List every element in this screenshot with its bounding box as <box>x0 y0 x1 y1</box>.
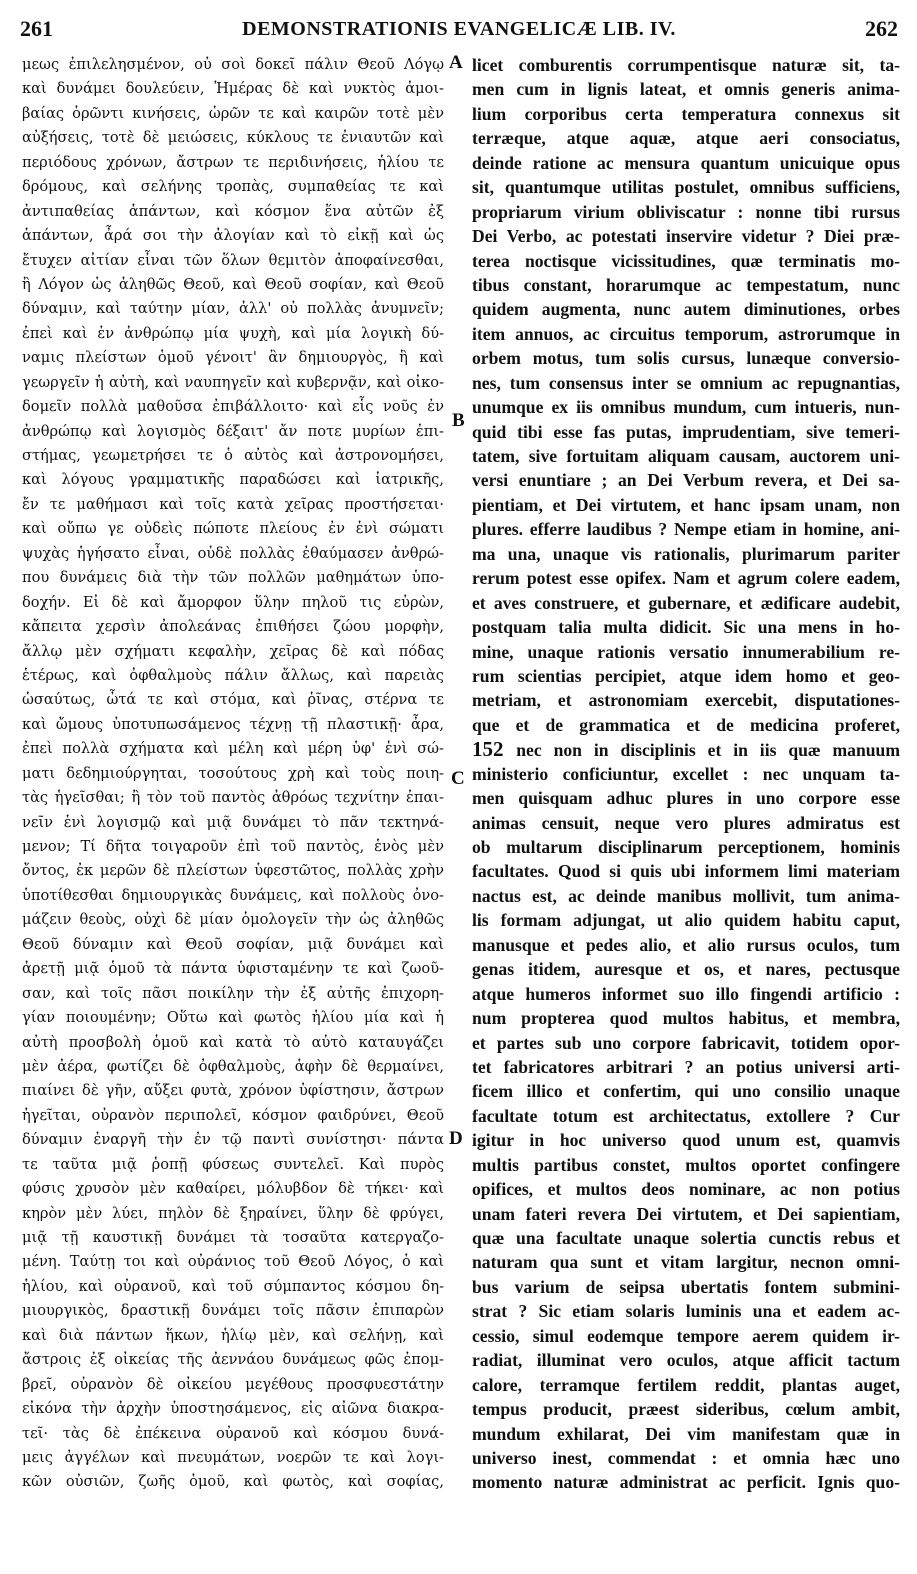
greek-line: ἔν τε μαθήμασι καὶ τοῖς κατὰ χεῖρας προστήσεται· <box>22 495 444 513</box>
latin-line: tet fabricatores arbitrari ? an potius universi arti- <box>472 1056 900 1077</box>
greek-line: μιουργικὸς, δραστικῇ δυνάμει τοῖς πᾶσιν ἐπιπαρὼν <box>22 1302 444 1320</box>
latin-line: ob multarum disciplinarum perceptionem, hominis <box>472 837 900 857</box>
greek-line: ἀνθρώπῳ καὶ λογισμὸς δέξαιτ' ἄν ποτε μυρίων ἐπι- <box>22 422 444 440</box>
latin-line: quid tibi esse fas putas, imprudentiam, sive temeri- <box>472 421 900 442</box>
margin-mark-b: B <box>452 410 465 431</box>
latin-line: rerum potest esse opifex. Nam et agrum colere eadem, <box>472 568 900 589</box>
greek-line: δοχήν. Εἰ δὲ καὶ ἄμορφον ὕλην πηλοῦ τις εὑρὼν, <box>22 593 444 611</box>
greek-line: ἀντιπαθείας ἁπάντων, καὶ κόσμον ἕνα αὐτῶν ἐξ <box>22 202 444 220</box>
greek-line: κῶν οὐσιῶν, ζωῆς ὁμοῦ, καὶ φωτὸς, καὶ σοφίας, <box>22 1473 444 1491</box>
latin-line: facultates. Quod si quis ubi informem limi materiam <box>472 861 900 882</box>
latin-line: momento naturæ administrat ac perficit. Ignis quo- <box>472 1472 900 1493</box>
latin-line: genas itidem, auresque et os, et nares, pectusque <box>472 959 900 980</box>
latin-line: 152 nec non in disciplinis et in iis quæ manuum <box>472 737 900 762</box>
latin-line: licet comburentis corrumpentisque naturæ sit, ta- <box>472 55 900 75</box>
greek-line: αὐτὴ προσβολὴ ὁμοῦ καὶ κατὰ τὸ αὐτὸ καταυγάζει <box>22 1033 444 1051</box>
greek-line: καὶ οὔπω γε οὐδεὶς πώποτε πλείους ἐν ἑνὶ σώματι <box>22 520 444 538</box>
greek-line: μάζειν θεοὺς, οὐχὶ δὲ μίαν ὁμολογεῖν τὴν ὡς ἀληθῶς <box>22 911 444 929</box>
greek-line: καὶ ὤμους ὑποτυπωσάμενος τέχνῃ τῇ πλαστικῇ· ἆρα, <box>22 715 444 733</box>
greek-line: ἄλλῳ μὲν σχήματι κεφαλὴν, χεῖρας δὲ καὶ πόδας <box>22 642 444 660</box>
latin-line: radiat, illuminat vero oculos, atque afficit tactum <box>472 1350 900 1371</box>
greek-line: Θεοῦ δύναμιν καὶ Θεοῦ σοφίαν, μιᾷ δυνάμει καὶ <box>22 935 444 953</box>
greek-line: δρόμους, καὶ σελήνης τροπὰς, συμπαθείας τε καὶ <box>22 178 444 196</box>
greek-line: ἢ Λόγον ὡς ἀληθῶς Θεοῦ, καὶ Θεοῦ σοφίαν, καὶ Θεοῦ <box>22 275 444 293</box>
latin-line: men quisquam adhuc plures in uno corpore esse <box>472 788 900 809</box>
latin-line: item annuos, ac circuitus temporum, astrorumque in <box>472 323 900 344</box>
latin-line: et aves construere, et gubernare, et ædificare audebit, <box>472 592 900 613</box>
latin-line: terea noctisque vicissitudines, quæ terminatis mo- <box>472 250 900 271</box>
greek-line: ἡλίου, καὶ οὐρανοῦ, καὶ τοῦ σύμπαντος κόσμου δη- <box>22 1277 444 1295</box>
latin-line: propriarum virium obliviscatur : nonne tibi rursus <box>472 201 900 222</box>
greek-line: μεως ἐπιλελησμένον, οὐ σοὶ δοκεῖ πάλιν Θεοῦ Λόγῳ <box>22 56 444 73</box>
latin-line: unam fateri revera Dei virtutem, et Dei sapientiam, <box>472 1203 900 1224</box>
greek-line: κηρὸν μὲν λύει, πηλὸν δὲ ξηραίνει, ὕλην δὲ φρύγει, <box>22 1204 444 1222</box>
page-number-right: 262 <box>865 16 898 41</box>
greek-line: ὡσαύτως, ὦτά τε καὶ στόμα, καὶ ῥῖνας, στέρνα τε <box>22 691 444 709</box>
greek-line: ἄστροις ἐξ οἰκείας τῆς ἀεννάου δυνάμεως φῶς ἐπομ- <box>22 1351 444 1369</box>
greek-line: εἰκόνα τὴν ἀρχὴν ὑποστησάμενος, εἰς αἰῶνα διακρα- <box>22 1400 444 1418</box>
latin-line: lium corporibus certa temperatura connexus sit <box>472 103 900 124</box>
greek-line: ἐπεὶ καὶ ἐν ἀνθρώπῳ μία ψυχὴ, καὶ μία λογικὴ δύ- <box>22 324 444 342</box>
latin-line: lis formam adjungat, ut alio quidem habitu caput, <box>472 910 900 931</box>
latin-line: atque humeros informet suo illo fingendi artificio : <box>472 983 900 1004</box>
latin-line: facultate totum est architectatus, extollere ? Cur <box>472 1105 900 1126</box>
latin-line: igitur in hoc universo quod unum est, quamvis <box>472 1130 900 1151</box>
running-header <box>16 16 902 46</box>
greek-line: βαίας ὁρῶντι κινήσεις, ὡρῶν τε καὶ καιρῶν τοτὲ μὲν <box>22 104 444 122</box>
latin-line: et partes sub uno corpore fabricavit, totidem opor- <box>472 1032 900 1053</box>
latin-line: ministerio conficiuntur, excellet : nec unquam ta- <box>472 763 900 784</box>
greek-line: ναμις πλείστων ὁμοῦ γένοιτ' ἂν δημιουργὸς, ἣ καὶ <box>22 349 444 367</box>
greek-line: ἑτέρως, καὶ ὀφθαλμοὺς πάλιν ἄλλως, καὶ παρειὰς <box>22 666 444 684</box>
greek-line: στήμας, γεωμετρήσει τε ὁ αὐτὸς καὶ ἀστρονομήσει, <box>22 447 444 464</box>
latin-line: terræque, atque aquæ, atque aeri consociatus, <box>472 128 900 149</box>
latin-line: pientiam, et Dei virtutem, et hanc ipsam unam, non <box>472 494 900 515</box>
latin-line: nactus est, ac deinde manibus mollivit, tum anima- <box>472 885 900 906</box>
greek-line: πιαίνει δὲ γῆν, αὔξει φυτὰ, χρόνον ὑφίστησιν, ἄστρων <box>22 1082 444 1100</box>
latin-line: ma una, unaque vis rationalis, plurimarum pariter <box>472 543 900 564</box>
section-number: 152 <box>472 737 517 762</box>
greek-line: ψυχὰς ἡγήσατο εἶναι, οὐδὲ πολλὰς ἐθαύμασεν ἀνθρώ- <box>22 544 444 562</box>
greek-line: περιόδους χρόνων, ἄστρων τε περιδινήσεις, ἡλίου τε <box>22 153 444 171</box>
greek-line: σαν, καὶ τοῖς πᾶσι ποικίλην τὴν ἐξ αὐτῆς ἐπιχορη- <box>22 984 444 1002</box>
margin-mark-a: A <box>449 52 463 73</box>
latin-line: quidem augmenta, nunc autem diminutiones, orbes <box>472 299 900 320</box>
greek-line: μιᾷ τῇ καυστικῇ δυνάμει τὰ τοσαῦτα κατεργαζο- <box>22 1229 444 1246</box>
latin-line: plures. efferre laudibus ? Nempe etiam in homine, ani- <box>472 519 900 540</box>
greek-line: που δυνάμεις διὰ τὴν τῶν πολλῶν μαθημάτων ὑπο- <box>22 569 444 587</box>
greek-line: μενον; Τί δῆτα τοιγαροῦν ἐπὶ τοῦ παντὸς, ἑνὸς μὲν <box>22 838 444 855</box>
greek-line: γεωργεῖν ἡ αὐτὴ, καὶ ναυπηγεῖν καὶ κυβερνᾷν, καὶ οἰκο- <box>22 373 444 391</box>
greek-line: τε ταῦτα μιᾷ ῥοπῇ φύσεως συντελεῖ. Καὶ πυρὸς <box>22 1155 444 1173</box>
latin-line: que et de grammatica et de medicina proferet, <box>472 714 900 735</box>
latin-line: tempus producit, præest sideribus, cœlum ambit, <box>472 1399 900 1420</box>
latin-line: nes, tum consensus inter se omnium ac repugnantias, <box>472 372 900 393</box>
running-title: DEMONSTRATIONIS EVANGELICÆ LIB. IV. <box>242 18 676 40</box>
greek-line: ἡγεῖται, οὐρανὸν περιπολεῖ, κόσμον φαιδρύνει, Θεοῦ <box>22 1106 444 1124</box>
greek-line: τὰς ἡγεῖσθαι; ἢ τὸν τοῦ παντὸς ἀθρόως τεχνίτην ἐπαι- <box>22 789 444 807</box>
latin-line: tibus constant, horarumque ac tempestatum, nunc <box>472 274 900 295</box>
latin-line: ficem illico et confertim, qui uno consilio unaque <box>472 1081 900 1102</box>
latin-line: bus varium de seipsa ubertatis fontem submini- <box>472 1276 900 1297</box>
latin-line: mine, unaque rationis versatio innumerabilium re- <box>472 641 900 662</box>
greek-line: καὶ λόγους γραμματικῆς παραδώσει καὶ ἰατρικῆς, <box>22 471 444 489</box>
latin-line: men cum in lignis lateat, et omnis generis anima- <box>472 79 900 100</box>
latin-line: metriam, et astronomiam exercebit, disputationes- <box>472 690 900 711</box>
greek-line: ὑποτίθεσθαι δημιουργικὰς δυνάμεις, καὶ πολλοὺς ὀνο- <box>22 886 444 904</box>
latin-line: mundum exhilarat, Dei vim manifestam quæ in <box>472 1423 900 1444</box>
greek-line: καὶ δυνάμει δουλεύειν, Ἡμέρας δὲ καὶ νυκτὸς ἀμοι- <box>22 80 444 98</box>
greek-line: γίαν ποιουμένην; Οὕτω καὶ φωτὸς ἡλίου μία καὶ ἡ <box>22 1009 444 1027</box>
greek-line: τεῖ· τὰς δὲ ἐπέκεινα οὐρανοῦ καὶ κόσμου δυνά- <box>22 1424 444 1442</box>
greek-line: αὐξήσεις, τοτὲ δὲ μειώσεις, κύκλους τε ἐνιαυτῶν καὶ <box>22 129 444 147</box>
greek-line: ἁπάντων, ἆρά σοι τὴν ἀλογίαν καὶ τὸ εἰκῇ καὶ ὡς <box>22 227 444 245</box>
greek-line: νεῖν ἑνὶ λογισμῷ καὶ μιᾷ δυνάμει τὸ πᾶν τεκτηνά- <box>22 813 444 831</box>
latin-line: animas censuit, neque vero plures admiratus est <box>472 812 900 833</box>
greek-line: μεις ἀγγέλων καὶ πνευμάτων, νοερῶν τε καὶ λογι- <box>22 1448 444 1466</box>
latin-line: universo inest, commendat : et omnia hæc uno <box>472 1447 900 1468</box>
latin-line: cessio, simul eodemque tempore aerem quidem ir- <box>472 1325 900 1346</box>
latin-column <box>472 53 900 1495</box>
latin-line: deinde ratione ac mensura quantum unicuique opus <box>472 152 900 173</box>
margin-mark-c: C <box>451 768 465 789</box>
greek-line: μένη. Ταύτῃ τοι καὶ οὐράνιος τοῦ Θεοῦ Λόγος, ὁ καὶ <box>22 1253 444 1271</box>
latin-line: multis partibus constet, multos oportet confingere <box>472 1154 900 1175</box>
greek-line: ἀρετῇ μιᾷ ὁμοῦ τὰ πάντα ὑφισταμένην τε καὶ ζωοῦ- <box>22 960 444 978</box>
latin-line: tatem, sive fortuitam aliquam causam, auctorem uni- <box>472 446 900 466</box>
greek-line: ἐπεὶ πολλὰ σχήματα καὶ μέλη καὶ μέρη ὑφ' ἑνὶ σώ- <box>22 740 444 758</box>
greek-line: ὄντος, ἐκ μερῶν δὲ πλείστων ὑφεστῶτος, πολλὰς χρὴν <box>22 862 444 880</box>
latin-line: postquam talia multa didicit. Sic una mens in ho- <box>472 617 900 638</box>
latin-line: manusque et pedes alio, et alio rursus oculos, tum <box>472 934 900 955</box>
latin-line: sit, quantumque utilitas postulet, omnibus sufficiens, <box>472 177 900 198</box>
latin-line: naturam qua sunt et vitam largitur, necnon omni- <box>472 1252 900 1273</box>
greek-line: βρεῖ, οὐρανὸν δὲ οἰκείου μεγέθους προσφυεστάτην <box>22 1375 444 1393</box>
greek-line: δύναμιν ἐναργῆ τὴν ἐν τῷ παντὶ συνίστησι· πάντα <box>22 1131 444 1149</box>
latin-line: orbem motus, tum solis cursus, lunæque conversio- <box>472 348 900 369</box>
latin-line: calore, terramque fertilem reddit, plantas auget, <box>472 1374 900 1395</box>
greek-line: μὲν ἀέρα, φωτίζει δὲ ὀφθαλμοὺς, ἁφὴν δὲ θερμαίνει, <box>22 1057 444 1075</box>
greek-line: καὶ διὰ πάντων ἥκων, ἡλίῳ μὲν, καὶ σελήνῃ, καὶ <box>22 1326 444 1344</box>
latin-line: strat ? Sic etiam solaris luminis una et eadem ac- <box>472 1301 900 1322</box>
greek-line: ἔτυχεν αἰτίαν εἶναι τῶν ὅλων θεμιτὸν ἀποφαίνεσθαι, <box>22 251 444 269</box>
greek-line: κἄπειτα χερσὶν ἀπολεάνας ἐπιθήσει ζώου μορφὴν, <box>22 618 444 636</box>
latin-line: opifices, et multos deos nominare, ac non potius <box>472 1179 900 1200</box>
greek-line: δύναμιν, καὶ ταύτην μίαν, ἀλλ' οὐ πολλὰς ἀνυμνεῖν; <box>22 300 444 318</box>
greek-line: ματι δεδημιούργηται, τοσούτους χρὴ καὶ τοὺς ποιη- <box>22 764 444 782</box>
latin-line: Dei Verbo, ac potestati inservire videtur ? Diei præ- <box>472 226 900 247</box>
latin-line: unumque ex iis omnibus mundum, cum intueris, nun- <box>472 397 900 418</box>
greek-line: φύσις χρυσὸν μὲν καθαίρει, μόλυβδον δὲ τήκει· καὶ <box>22 1180 444 1198</box>
margin-mark-d: D <box>449 1128 463 1149</box>
greek-column <box>22 53 444 1495</box>
page-number-left: 261 <box>20 16 53 41</box>
greek-line: δομεῖν πολλὰ μαθοῦσα ἐπιβάλλοιτο· καὶ εἷς νοῦς ἐν <box>22 398 444 416</box>
latin-line: quæ una facultate unaque solertia cunctis rebus et <box>472 1228 900 1248</box>
latin-line: versi enuntiare ; an Dei Verbum revera, et Dei sa- <box>472 470 900 491</box>
latin-line: num propterea quod multos habitus, et membra, <box>472 1008 900 1029</box>
latin-line: rum scientias percipiet, atque idem homo et geo- <box>472 665 900 686</box>
